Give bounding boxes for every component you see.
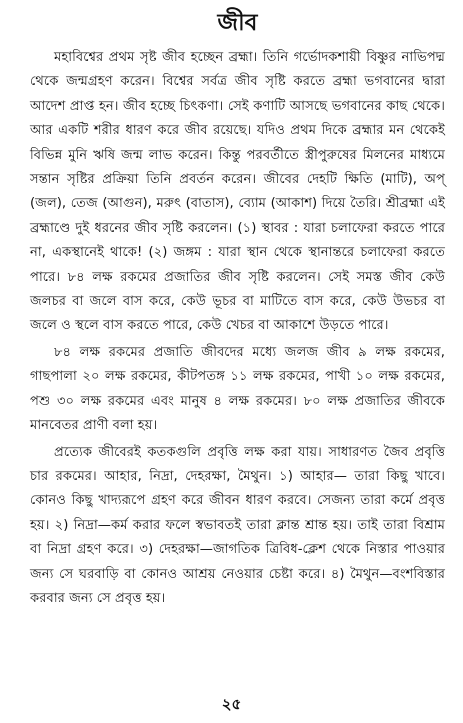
paragraph-2: ৮৪ লক্ষ রকমের প্রজাতি জীবদের মধ্যে জলজ জীব ৯ লক্ষ রকমের, গাছপালা ২০ লক্ষ রকমের, কীটপতঙ্গ ১১ লক্ষ রকমের, পাখী ১০ লক্ষ রকমের, পশু ৩০ লক্ষ রকমের এবং মানুষ ৪ লক্ষ রকমের। ৮০ লক্ষ প্রজাতির জীবকে মানবেতর প্রাণী বলা হয়। (30, 344, 445, 434)
page-title: জীব (217, 10, 258, 36)
paragraph-1: মহাবিশ্বের প্রথম সৃষ্ট জীব হচ্ছেন ব্রহ্মা। তিনি গর্ভোদকশায়ী বিষ্ণুর নাভিপদ্ম থেকে জন্মগ্রহণ করেন। বিশ্বের সর্বত্র জীব সৃষ্টি করতে ব্রহ্মা ভগবানের দ্বারা আদেশ প্রাপ্ত হন। জীব হচ্ছে চিৎকণা। সেই কণাটি আসছে ভগবানের কাছ থেকে। আর একটি শরীর ধারণ করে জীব রয়েছে। যদিও প্রথম দিকে ব্রহ্মার মন থেকেই বিভিন্ন মুনি ঋষি জন্ম লাভ করেন। কিন্তু পরবর্তীতে স্ত্রীপুরুষের মিলনের মাধ্যমে সন্তান সৃষ্টির প্রক্রিয়া তিনি প্রবর্তন করেন। জীবের দেহটি ক্ষিতি (মাটি), অপ্‌ (জল), তেজ (আগুন), মরুৎ (বাতাস), ব্যোম (আকাশ) দিয়ে তৈরি। শ্রীব্রহ্মা এই ব্রহ্মাণ্ডে দুই ধরনের জীব সৃষ্টি করলেন। (১) স্থাবর : যারা চলাফেরা করতে পারে না, একস্থানেই থাকে! (২) জঙ্গম : যারা স্থান থেকে স্থানান্তরে চলাফেরা করতে পারে। ৮৪ লক্ষ রকমের প্রজাতির জীব সৃষ্টি করলেন। সেই সমস্ত জীব কেউ জলচর বা জলে বাস করে, কেউ ভূচর বা মাটিতে বাস করে, কেউ উভচর বা জলে ও স্থলে বাস করতে পারে, কেউ খেচর বা আকাশে উড়তে পারে। (30, 50, 445, 334)
page-number: ২৫ (221, 695, 242, 713)
paragraph-3: প্রত্যেক জীবেরই কতকগুলি প্রবৃত্তি লক্ষ করা যায়। সাধারণত জৈব প্রবৃত্তি চার রকমের। আহার, নিদ্রা, দেহরক্ষা, মৈথুন। ১) আহার— তারা কিছু খাবে। কোনও কিছু খাদ্যরূপে গ্রহণ করে জীবন ধারণ করবে। সেজন্য তারা কর্মে প্রবৃত্ত হয়। ২) নিদ্রা—কর্ম করার ফলে স্বভাবতই তারা ক্লান্ত শ্রান্ত হয়। তাই তারা বিশ্রাম বা নিদ্রা গ্রহণ করে। ৩) দেহরক্ষা—জাগতিক ত্রিবিধ-ক্লেশ থেকে নিস্তার পাওয়ার জন্য সে ঘরবাড়ি বা কোনও আশ্রয় নেওয়ার চেষ্টা করে। ৪) মৈথুন—বংশবিস্তার করবার জন্য সে প্রবৃত্ত হয়। (30, 444, 445, 606)
